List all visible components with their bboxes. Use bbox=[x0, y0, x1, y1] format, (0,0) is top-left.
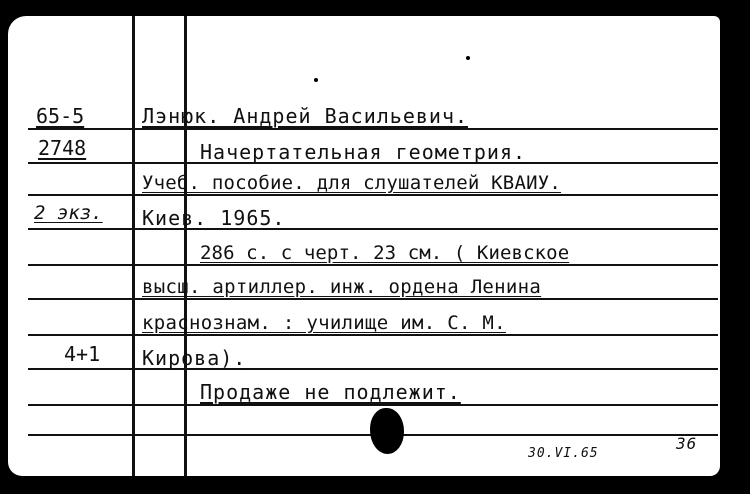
card-line: Начертательная геометрия. bbox=[200, 140, 527, 164]
card-line: краснознам. : училище им. С. М. bbox=[142, 312, 506, 334]
footer-code: 30.VI.65 bbox=[528, 446, 599, 461]
inventory-number: 2748 bbox=[38, 136, 87, 160]
margin-line-right bbox=[184, 16, 187, 476]
margin-line-left bbox=[132, 16, 135, 476]
class-number: 4+1 bbox=[64, 342, 101, 366]
ink-speck bbox=[314, 78, 318, 82]
card-line: Лэнюк. Андрей Васильевич. bbox=[142, 104, 469, 128]
shelf-mark: 65-5 bbox=[36, 104, 85, 128]
ink-speck bbox=[466, 56, 470, 60]
card-line: Кирова). bbox=[142, 346, 247, 370]
card-line: Учеб. пособие. для слушателей КВАИУ. bbox=[142, 172, 562, 194]
catalog-card bbox=[8, 16, 720, 476]
copies-note: 2 экз. bbox=[34, 202, 103, 224]
card-line: Киев. 1965. bbox=[142, 206, 286, 230]
card-line: 286 с. с черт. 23 см. ( Киевское bbox=[200, 242, 570, 264]
footer-fraction: 36 bbox=[676, 434, 698, 453]
ink-blot bbox=[370, 408, 404, 454]
card-line: Продаже не подлежит. bbox=[200, 380, 461, 404]
card-line: высш. артиллер. инж. ордена Ленина bbox=[142, 276, 542, 298]
